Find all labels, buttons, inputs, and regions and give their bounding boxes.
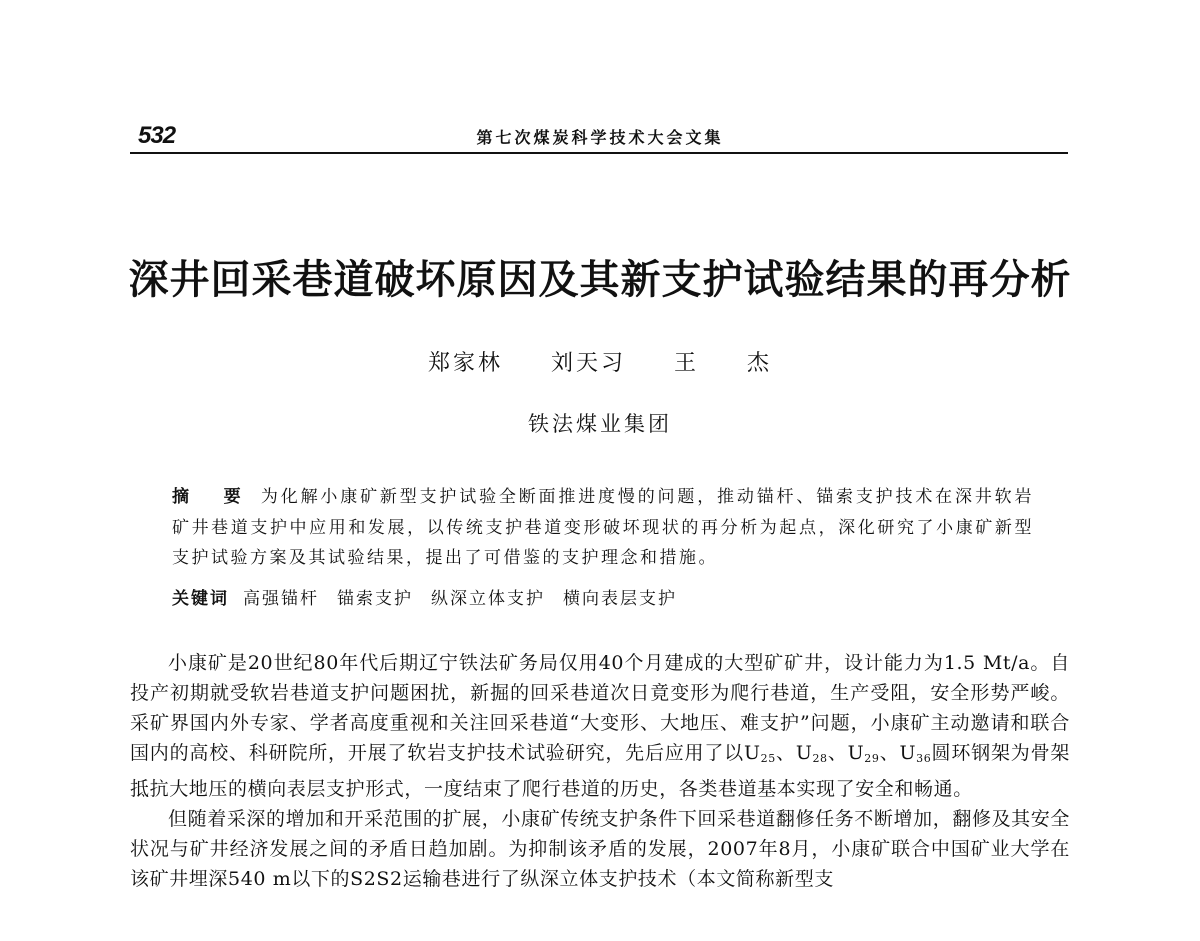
keyword: 横向表层支护 [563, 589, 677, 609]
keywords-label: 关键词 [172, 589, 229, 609]
steel-designation: $U_{36}$ [899, 742, 932, 765]
abstract-label: 摘 要 [172, 487, 255, 507]
running-header [130, 122, 1070, 154]
keywords [172, 584, 1034, 614]
paper-title: 深井回采巷道破坏原因及其新支护试验结果的再分析 [128, 256, 1072, 303]
journal-title: 第七次煤炭科学技术大会文集 [476, 128, 724, 147]
keyword: 高强锚杆 [243, 589, 319, 609]
body-paragraph: 小康矿是20世纪80年代后期辽宁铁法矿务局仅用40个月建成的大型矿矿井，设计能力为1.5 Mt/a。自投产初期就受软岩巷道支护问题困扰，新掘的回采巷道次日竟变形为爬行巷道，生产受阻，安全形势严峻。采矿界国内外专家、学者高度重视和关注回采巷道“大变形、大地压、难支护”问题，小康矿主动邀请和联合国内的高校、科研院所，开展了软岩支护技术试验研究，先后应用了以$U_{25}$、$U_{28}$、$U_{29}$、$U_{36}$圆环钢架为骨架抵抗大地压的横向表层支护形式，一度结束了爬行巷道的历史，各类巷道基本实现了安全和畅通。 [130, 652, 1070, 800]
steel-designation: $U_{28}$ [795, 742, 828, 765]
affiliation: 铁法煤业集团 [528, 412, 672, 436]
steel-designation: $U_{29}$ [847, 742, 880, 765]
body-paragraph-1-part-b: 圆环钢架为骨架抵抗大地压的横向表层支护形式，一度结束了爬行巷道的历史，各类巷道基本实现了安全和畅通。 [130, 742, 1070, 800]
header-rule [130, 152, 1068, 154]
body-text [130, 648, 1070, 894]
abstract-text: 为化解小康矿新型支护试验全断面推进度慢的问题，推动锚杆、锚索支护技术在深井软岩矿井巷道支护中应用和发展，以传统支护巷道变形破坏现状的再分析为起点，深化研究了小康矿新型支护试验方案及其试验结果，提出了可借鉴的支护理念和措施。 [172, 487, 1035, 568]
keyword: 锚索支护 [337, 589, 413, 609]
keyword: 纵深立体支护 [431, 589, 545, 609]
body-paragraph: 但随着采深的增加和开采范围的扩展，小康矿传统支护条件下回采巷道翻修任务不断增加，翻修及其安全状况与矿井经济发展之间的矛盾日趋加剧。为抑制该矛盾的发展，2007年8月，小康矿联合中国矿业大学在该矿井埋深540 m以下的S2S2运输巷进行了纵深立体支护技术（本文简称新型支 [130, 808, 1070, 890]
authors: 郑家林 刘天习 王 杰 [428, 351, 772, 376]
page-number: 532 [138, 122, 176, 149]
steel-designation: $U_{25}$ [743, 742, 776, 765]
abstract [172, 482, 1034, 574]
body-paragraph-1-part-a: 小康矿是20世纪80年代后期辽宁铁法矿务局仅用40个月建成的大型矿矿井，设计能力为1.5 Mt/a。自投产初期就受软岩巷道支护问题困扰，新掘的回采巷道次日竟变形为爬行巷道，生产受阻，安全形势严峻。采矿界国内外专家、学者高度重视和关注回采巷道“大变形、大地压、难支护”问题，小康矿主动邀请和联合国内的高校、科研院所，开展了软岩支护技术试验研究，先后应用了以 [130, 652, 1070, 764]
